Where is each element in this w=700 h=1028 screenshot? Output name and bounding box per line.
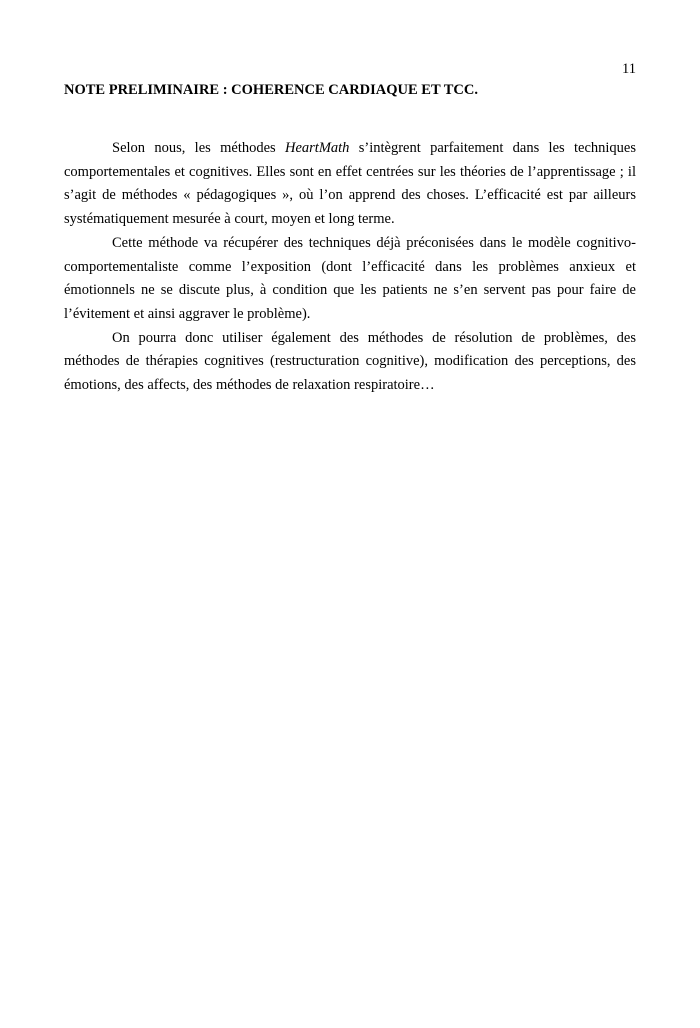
- paragraph-2: Cette méthode va récupérer des techniques déjà préconisées dans le modèle cognitivo-comportementaliste comme l’exposition (dont l’efficacité dans les problèmes anxieux et émotionnels ne se discute plus, à condition que les patients ne s’en servent pas pour faire de l’évitement et ainsi aggraver le problème).: [64, 234, 636, 322]
- paragraph-1-intro: Selon nous, les méthodes: [112, 140, 285, 156]
- section-title: NOTE PRELIMINAIRE : COHERENCE CARDIAQUE ET TCC.: [64, 82, 478, 98]
- heartmath-term: HeartMath: [285, 140, 350, 156]
- body-text: [64, 137, 636, 398]
- page-number: 11: [622, 61, 636, 77]
- paragraph-1: [64, 137, 636, 232]
- paragraph-1-rest: s’intègrent parfaitement dans les techniques comportementales et cognitives. Elles sont en effet centrées sur les théories de l’apprentissage ; il s’agit de méthodes « pédagogiques », où l’on apprend des choses. L’efficacité est par ailleurs systématiquement mesurée à court, moyen et long terme.: [64, 140, 636, 228]
- paragraph-3: On pourra donc utiliser également des méthodes de résolution de problèmes, des méthodes de thérapies cognitives (restructuration cognitive), modification des perceptions, des émotions, des affects, des méthodes de relaxation respiratoire…: [64, 329, 636, 394]
